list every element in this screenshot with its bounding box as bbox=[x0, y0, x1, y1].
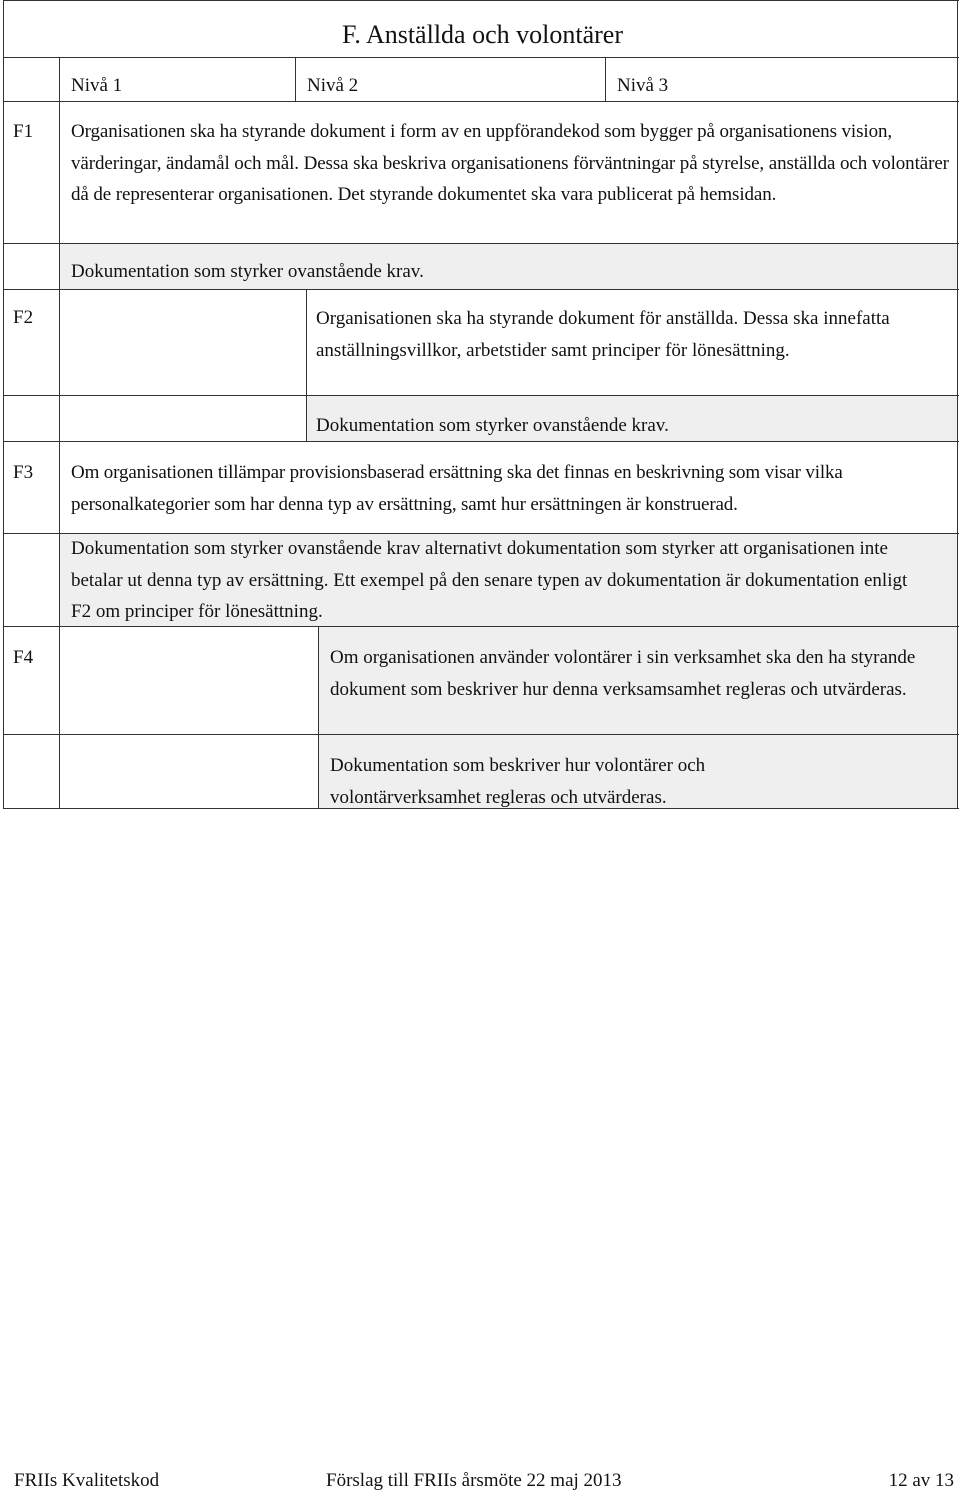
footer-document-name: FRIIs Kvalitetskod bbox=[14, 1470, 160, 1491]
f1-requirement: Organisationen ska ha styrande dokument i form av en uppförandekod som bygger på organisationens vision, värderingar, ändamål och mål. Dessa ska beskriva organisationens förväntningar på styrelse, anställda och volontärer då de representerar organisationen. Det styrande dokumentet ska vara publicerat på hemsidan. bbox=[71, 121, 949, 205]
f3-documentation: Dokumentation som styrker ovanstående krav alternativt dokumentation som styrker att organisationen inte betalar ut denna typ av ersättning. Ett exempel på den senare typen av dokumentation är dokumentation enligt F2 om principer för lönesättning. bbox=[71, 538, 908, 622]
level-1-header: Nivå 1 bbox=[71, 75, 123, 96]
table-top-border bbox=[3, 0, 959, 1]
footer-proposal-note: Förslag till FRIIs årsmöte 22 maj 2013 bbox=[326, 1470, 622, 1491]
f4-level-divider bbox=[318, 626, 319, 809]
f2-inner-border bbox=[3, 395, 959, 396]
title-row-bottom-border bbox=[3, 57, 959, 58]
level-3-divider bbox=[605, 57, 606, 101]
footer-page-number: 12 av 13 bbox=[888, 1470, 954, 1491]
f4-inner-border bbox=[3, 734, 959, 735]
table-left-border bbox=[3, 0, 4, 809]
table-right-border bbox=[957, 0, 958, 809]
f3-id: F3 bbox=[13, 462, 34, 483]
f1-id: F1 bbox=[13, 121, 34, 142]
f2-documentation: Dokumentation som styrker ovanstående krav. bbox=[316, 415, 669, 436]
level-row-bottom-border bbox=[3, 101, 959, 102]
f4-documentation: Dokumentation som beskriver hur volontärer och volontärverksamhet regleras och utvärderas. bbox=[330, 755, 706, 808]
level-2-header: Nivå 2 bbox=[307, 75, 359, 96]
section-title: F. Anställda och volontärer bbox=[342, 20, 623, 49]
id-column-divider bbox=[59, 57, 60, 809]
f3-requirement: Om organisationen tillämpar provisionsbaserad ersättning ska det finnas en beskrivning som visar vilka personalkategorier som har denna typ av ersättning, samt hur ersättningen är konstruerad. bbox=[71, 462, 843, 515]
f2-requirement: Organisationen ska ha styrande dokument för anställda. Dessa ska innefatta anställningsvillkor, arbetstider samt principer för lönesättning. bbox=[316, 308, 890, 361]
f4-id: F4 bbox=[13, 647, 34, 668]
f2-level-divider bbox=[306, 289, 307, 441]
f1-inner-border bbox=[3, 243, 959, 244]
f1-documentation: Dokumentation som styrker ovanstående krav. bbox=[71, 261, 424, 282]
level-3-header: Nivå 3 bbox=[617, 75, 669, 96]
level-2-divider bbox=[295, 57, 296, 101]
f1-bottom-border bbox=[3, 289, 959, 290]
f2-id: F2 bbox=[13, 307, 34, 328]
f4-requirement: Om organisationen använder volontärer i sin verksamhet ska den ha styrande dokument som beskriver hur denna verksamsamhet regleras och utvärderas. bbox=[330, 647, 916, 700]
